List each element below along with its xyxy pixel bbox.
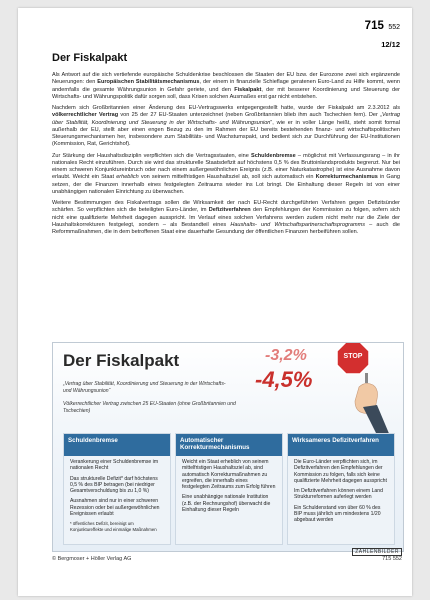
article-body (52, 72, 400, 240)
panel-item: Verankerung einer Schuldenbremse im nationalen Recht (70, 459, 159, 472)
issue-date: 12/12 (381, 39, 400, 49)
page-title: Der Fiskalpakt (52, 52, 128, 64)
brand-logo: ZAHLENBILDER (352, 548, 402, 556)
body-paragraph: Weitere Bestimmungen des Fiskalvertrags sollen die Wirksamkeit der nach EU-Recht durchgeführten Verfahren gegen Defizitsünder schärfen. So verpflichten sich die beteiligten Euro-Länder, im Defizitverfahren den Empfehlungen der Kommission zu folgen, sofern sich nicht eine qualifizierte Mehrheit dagegen ausspricht. Im Verlauf eines solchen Verfahrens werden zudem nicht mehr nur die Ziele der Haushaltskorrekturen festgelegt, sondern – als Bestandteil eines Haushalts- und Wirtschaftspartnerschaftsprogramms – auch die Reformmaßnahmen, die in dem betroffenen Staat eine dauerhafte Gesundung der öffentlichen Finanzen herbeiführen sollen. (52, 200, 401, 235)
panel-item: Im Defizitverfahren können einem Land Strukturreformen auferlegt werden (294, 488, 383, 501)
body-paragraph: Als Antwort auf die sich vertiefende europäische Schuldenkrise beschlossen die Staaten der EU bzw. der Eurozone zwei sich ergänzende Neuerungen: den Europäischen Stabilitätsmechanismus, der einem in finanzielle Schieflage geratenen Euro-Land zu Hilfe kommt, wenn andernfalls die gesamte Währungsunion in Gefahr geriete, und den Fiskalpakt, der mit besserer Koordinierung und Steuerung der Wirtschafts- und Währungspolitik dafür sorgen soll, dass Krisen solchen Ausmaßes erst gar nicht entstehen. (52, 72, 400, 100)
panel-schuldenbremse (63, 433, 171, 545)
deficit-figure-small: -3,2% (265, 347, 307, 364)
panel-item: Ein Schuldenstand von über 60 % des BIP muss jährlich um mindestens 1/20 abgebaut werden (294, 504, 381, 524)
sheet-number: 715 (364, 20, 384, 32)
stop-sign-label: STOP (343, 353, 363, 360)
infographic-subtitle: Völkerrechtlicher Vertrag zwischen 25 EU-Staaten (ohne Großbritannien und Tschechien) (63, 401, 236, 414)
panel-footnote: * öffentliches Defizit, bereinigt um Konjunktureffekte und einmalige Maßnahmen (70, 521, 157, 532)
panel-heading: Automatischer Korrekturmechanismus (176, 434, 282, 456)
copyright-text: © Bergmoser + Höller Verlag AG (52, 556, 132, 562)
body-paragraph: Zur Stärkung der Haushaltsdisziplin verpflichten sich die Vertragsstaaten, eine Schuldenbremse – möglichst mit Verfassungsrang – in ihr nationales Recht einzuführen. Durch sie wird das strukturelle Staatsdefizit auf höchstens 0,5 % des Bruttoinlandsprodukts begrenzt. Nur bei einem schweren Konjunktureinbruch oder nach einem außergewöhnlichen Ereignis (z.B. einer Naturkatastrophe) ist eine Ausnahme davon erlaubt. Weicht ein Staat erheblich von seinem mittelfristigen Haushaltsziel ab, soll sich automatisch ein Korrekturmechanismus in Gang setzen, der die Finanzen innerhalb eines festgelegten Zeitraums wieder ins Lot bringt. Die Einhaltung dieser Regeln ist von einer unabhängigen nationalen Einrichtung zu überwachen. (52, 152, 401, 195)
panel-heading: Wirksameres Defizitverfahren (288, 434, 394, 456)
page-number-block (365, 16, 400, 51)
panel-item: Die Euro-Länder verpflichten sich, im Defizitverfahren den Empfehlungen der Kommission zu folgen, falls sich keine qualifizierte Mehrheit dagegen ausspricht (294, 459, 387, 484)
panel-heading: Schuldenbremse (64, 434, 170, 456)
panel-korrekturmechanismus (175, 433, 283, 545)
document-page (18, 8, 412, 596)
infographic (52, 342, 404, 552)
panel-item: Ausnahmen sind nur in einer schweren Rezession oder bei außergewöhnlichen Ereignissen erlaubt (70, 498, 160, 518)
panel-item: Weicht ein Staat erheblich von seinem mittelfristigen Haushaltsziel ab, sind automatisch Korrekturmaßnahmen zu ergreifen, die innerhalb eines festgelegten Zeitraums zum Erfolg führen (182, 459, 276, 491)
sheet-code: 715 552 (382, 556, 402, 562)
panel-defizitverfahren (287, 433, 395, 545)
infographic-quote: „Vertrag über Stabilität, Koordinierung und Steuerung in der Wirtschafts- und Währungsunion“ (63, 381, 226, 394)
body-paragraph: Nachdem sich Großbritannien einer Änderung des EU-Vertragswerks entgegengestellt hatte, wurde der Fiskalpakt am 2.3.2012 als völkerrechtlicher Vertrag von 25 der 27 EU-Staaten unterzeichnet (neben Großbritannien blieb ihm auch Tschechien fern). Der „Vertrag über Stabilität, Koordinierung und Steuerung in der Wirtschafts- und Währungsunion“, wie er in voller Länge heißt, steht somit formal außerhalb der EU, stellt aber einen engen Bezug zu den im Rahmen der EU bereits bestehenden finanz- und wirtschaftspolitischen Steuerungsmechanismen her, insbesondere zum Stabilitäts- und Wachstumspakt, und bedient sich zur Durchführung der EU-Institutionen (Kommission, Rat, Gerichtshof). (52, 105, 400, 148)
sheet-number-suffix: 552 (388, 24, 400, 31)
panel-item: Eine unabhängige nationale Institution (z.B. der Rechnungshof) überwacht die Einhaltung dieser Regeln (182, 494, 271, 514)
panel-item: Das strukturelle Defizit* darf höchstens 0,5 % des BIP betragen (bei niedriger Gesamtverschuldung bis zu 1,0 %) (70, 475, 158, 495)
infographic-title: Der Fiskalpakt (63, 351, 180, 370)
deficit-figure-large: -4,5% (255, 367, 313, 392)
